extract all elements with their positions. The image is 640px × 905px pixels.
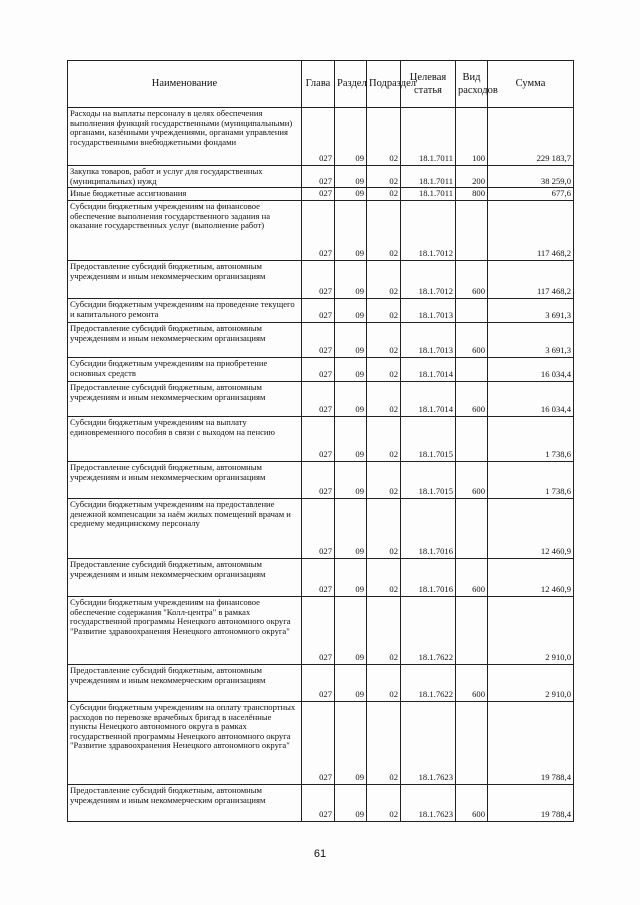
row-vid xyxy=(456,498,488,558)
row-sum: 38 259,0 xyxy=(488,166,574,188)
row-glava: 027 xyxy=(302,664,335,701)
row-razdel: 09 xyxy=(335,298,367,322)
row-name: Предоставление субсидий бюджетным, автономным учреждениям и иным некоммерческим организациям xyxy=(68,381,302,416)
row-sum: 117 468,2 xyxy=(488,200,574,260)
row-name: Расходы на выплаты персоналу в целях обеспечения выполнения функций государственными (муниципальными) органами, казёнными учреждениями, органами управления государственными внебюджетными фондами xyxy=(68,108,302,166)
row-name: Субсидии бюджетным учреждениям на приобретение основных средств xyxy=(68,357,302,381)
row-podrazdel: 02 xyxy=(367,701,401,784)
row-vid: 600 xyxy=(456,260,488,298)
row-vid: 600 xyxy=(456,664,488,701)
row-glava: 027 xyxy=(302,188,335,201)
row-podrazdel: 02 xyxy=(367,108,401,166)
row-target: 18.1.7622 xyxy=(401,596,456,664)
row-podrazdel: 02 xyxy=(367,322,401,357)
row-sum: 16 034,4 xyxy=(488,357,574,381)
row-target: 18.1.7014 xyxy=(401,381,456,416)
row-glava: 027 xyxy=(302,298,335,322)
row-razdel: 09 xyxy=(335,558,367,596)
row-razdel: 09 xyxy=(335,260,367,298)
row-podrazdel: 02 xyxy=(367,416,401,461)
page-number: 61 xyxy=(313,848,327,860)
row-sum: 19 788,4 xyxy=(488,784,574,821)
row-sum: 3 691,3 xyxy=(488,322,574,357)
header-name: Наименование xyxy=(68,61,302,108)
row-target: 18.1.7012 xyxy=(401,200,456,260)
row-target: 18.1.7016 xyxy=(401,558,456,596)
row-glava: 027 xyxy=(302,701,335,784)
row-podrazdel: 02 xyxy=(367,596,401,664)
header-glava: Глава xyxy=(302,61,335,108)
row-glava: 027 xyxy=(302,108,335,166)
table-row xyxy=(68,260,574,298)
row-sum: 12 460,9 xyxy=(488,558,574,596)
row-podrazdel: 02 xyxy=(367,498,401,558)
row-podrazdel: 02 xyxy=(367,664,401,701)
row-glava: 027 xyxy=(302,784,335,821)
row-sum: 2 910,0 xyxy=(488,596,574,664)
row-glava: 027 xyxy=(302,498,335,558)
row-target: 18.1.7622 xyxy=(401,664,456,701)
row-sum: 229 183,7 xyxy=(488,108,574,166)
row-vid: 100 xyxy=(456,108,488,166)
header-target: Целевая статья xyxy=(401,61,456,108)
row-razdel: 09 xyxy=(335,166,367,188)
row-glava: 027 xyxy=(302,461,335,498)
row-razdel: 09 xyxy=(335,461,367,498)
row-target: 18.1.7016 xyxy=(401,498,456,558)
row-razdel: 09 xyxy=(335,357,367,381)
row-razdel: 09 xyxy=(335,701,367,784)
row-target: 18.1.7011 xyxy=(401,188,456,201)
row-vid xyxy=(456,357,488,381)
row-glava: 027 xyxy=(302,322,335,357)
row-podrazdel: 02 xyxy=(367,200,401,260)
table-row xyxy=(68,498,574,558)
row-target: 18.1.7013 xyxy=(401,298,456,322)
row-target: 18.1.7012 xyxy=(401,260,456,298)
table-row xyxy=(68,188,574,201)
row-glava: 027 xyxy=(302,200,335,260)
row-vid: 600 xyxy=(456,381,488,416)
row-vid xyxy=(456,416,488,461)
row-vid: 600 xyxy=(456,322,488,357)
row-name: Субсидии бюджетным учреждениям на оплату транспортных расходов по перевозке врачебных бригад в населённые пункты Ненецкого автономного округа в рамках государственной программы Ненецкого автономного округа "Развитие здравоохранения Ненецкого автономного округа" xyxy=(68,701,302,784)
row-glava: 027 xyxy=(302,357,335,381)
row-podrazdel: 02 xyxy=(367,381,401,416)
row-sum: 3 691,3 xyxy=(488,298,574,322)
row-vid: 600 xyxy=(456,461,488,498)
row-podrazdel: 02 xyxy=(367,298,401,322)
table-row xyxy=(68,108,574,166)
table-row xyxy=(68,166,574,188)
row-name: Предоставление субсидий бюджетным, автономным учреждениям и иным некоммерческим организациям xyxy=(68,461,302,498)
row-vid: 600 xyxy=(456,558,488,596)
row-target: 18.1.7623 xyxy=(401,701,456,784)
row-sum: 1 738,6 xyxy=(488,416,574,461)
row-name: Предоставление субсидий бюджетным, автономным учреждениям и иным некоммерческим организациям xyxy=(68,784,302,821)
table-row xyxy=(68,381,574,416)
table-header-row xyxy=(68,61,574,108)
row-target: 18.1.7623 xyxy=(401,784,456,821)
row-name: Субсидии бюджетным учреждениям на выплату единовременного пособия в связи с выходом на пенсию xyxy=(68,416,302,461)
row-name: Субсидии бюджетным учреждениям на предоставление денежной компенсации за наём жилых помещений врачам и среднему медицинскому персоналу xyxy=(68,498,302,558)
row-podrazdel: 02 xyxy=(367,461,401,498)
row-glava: 027 xyxy=(302,416,335,461)
row-glava: 027 xyxy=(302,166,335,188)
row-target: 18.1.7011 xyxy=(401,108,456,166)
row-razdel: 09 xyxy=(335,498,367,558)
table-row xyxy=(68,701,574,784)
row-sum: 2 910,0 xyxy=(488,664,574,701)
row-glava: 027 xyxy=(302,596,335,664)
row-razdel: 09 xyxy=(335,416,367,461)
row-glava: 027 xyxy=(302,558,335,596)
header-sum: Сумма xyxy=(488,61,574,108)
row-sum: 1 738,6 xyxy=(488,461,574,498)
row-podrazdel: 02 xyxy=(367,260,401,298)
row-name: Иные бюджетные ассигнования xyxy=(68,188,302,201)
row-target: 18.1.7015 xyxy=(401,461,456,498)
header-podrazdel: Подраздел xyxy=(367,61,401,108)
table-row xyxy=(68,461,574,498)
row-name: Предоставление субсидий бюджетным, автономным учреждениям и иным некоммерческим организациям xyxy=(68,558,302,596)
row-vid: 800 xyxy=(456,188,488,201)
row-name: Субсидии бюджетным учреждениям на проведение текущего и капитального ремонта xyxy=(68,298,302,322)
row-vid: 200 xyxy=(456,166,488,188)
row-razdel: 09 xyxy=(335,381,367,416)
row-vid xyxy=(456,298,488,322)
row-glava: 027 xyxy=(302,381,335,416)
row-name: Закупка товаров, работ и услуг для государственных (муниципальных) нужд xyxy=(68,166,302,188)
row-razdel: 09 xyxy=(335,200,367,260)
header-razdel: Раздел xyxy=(335,61,367,108)
row-target: 18.1.7014 xyxy=(401,357,456,381)
row-name: Предоставление субсидий бюджетным, автономным учреждениям и иным некоммерческим организациям xyxy=(68,322,302,357)
table-row xyxy=(68,596,574,664)
budget-table xyxy=(67,60,574,822)
row-razdel: 09 xyxy=(335,322,367,357)
row-name: Предоставление субсидий бюджетным, автономным учреждениям и иным некоммерческим организациям xyxy=(68,260,302,298)
table-row xyxy=(68,357,574,381)
row-sum: 117 468,2 xyxy=(488,260,574,298)
row-vid: 600 xyxy=(456,784,488,821)
row-vid xyxy=(456,596,488,664)
row-sum: 16 034,4 xyxy=(488,381,574,416)
row-podrazdel: 02 xyxy=(367,357,401,381)
table-row xyxy=(68,784,574,821)
row-target: 18.1.7015 xyxy=(401,416,456,461)
row-sum: 677,6 xyxy=(488,188,574,201)
row-vid xyxy=(456,200,488,260)
table-body xyxy=(68,108,574,822)
table-row xyxy=(68,298,574,322)
table-row xyxy=(68,664,574,701)
row-target: 18.1.7013 xyxy=(401,322,456,357)
row-razdel: 09 xyxy=(335,784,367,821)
row-sum: 12 460,9 xyxy=(488,498,574,558)
table-row xyxy=(68,416,574,461)
row-sum: 19 788,4 xyxy=(488,701,574,784)
table-row xyxy=(68,322,574,357)
row-razdel: 09 xyxy=(335,664,367,701)
row-name: Субсидии бюджетным учреждениям на финансовое обеспечение содержания "Колл-центра" в рамках государственной программы Ненецкого автономного округа "Развитие здравоохранения Ненецкого автономного округа" xyxy=(68,596,302,664)
row-razdel: 09 xyxy=(335,108,367,166)
header-vid: Вид расходов xyxy=(456,61,488,108)
row-name: Предоставление субсидий бюджетным, автономным учреждениям и иным некоммерческим организациям xyxy=(68,664,302,701)
row-name: Субсидии бюджетным учреждениям на финансовое обеспечение выполнения государственного задания на оказание государственных услуг (выполнение работ) xyxy=(68,200,302,260)
row-podrazdel: 02 xyxy=(367,784,401,821)
row-vid xyxy=(456,701,488,784)
row-podrazdel: 02 xyxy=(367,166,401,188)
table-row xyxy=(68,558,574,596)
table-row xyxy=(68,200,574,260)
row-razdel: 09 xyxy=(335,188,367,201)
row-glava: 027 xyxy=(302,260,335,298)
row-razdel: 09 xyxy=(335,596,367,664)
row-target: 18.1.7011 xyxy=(401,166,456,188)
row-podrazdel: 02 xyxy=(367,558,401,596)
row-podrazdel: 02 xyxy=(367,188,401,201)
